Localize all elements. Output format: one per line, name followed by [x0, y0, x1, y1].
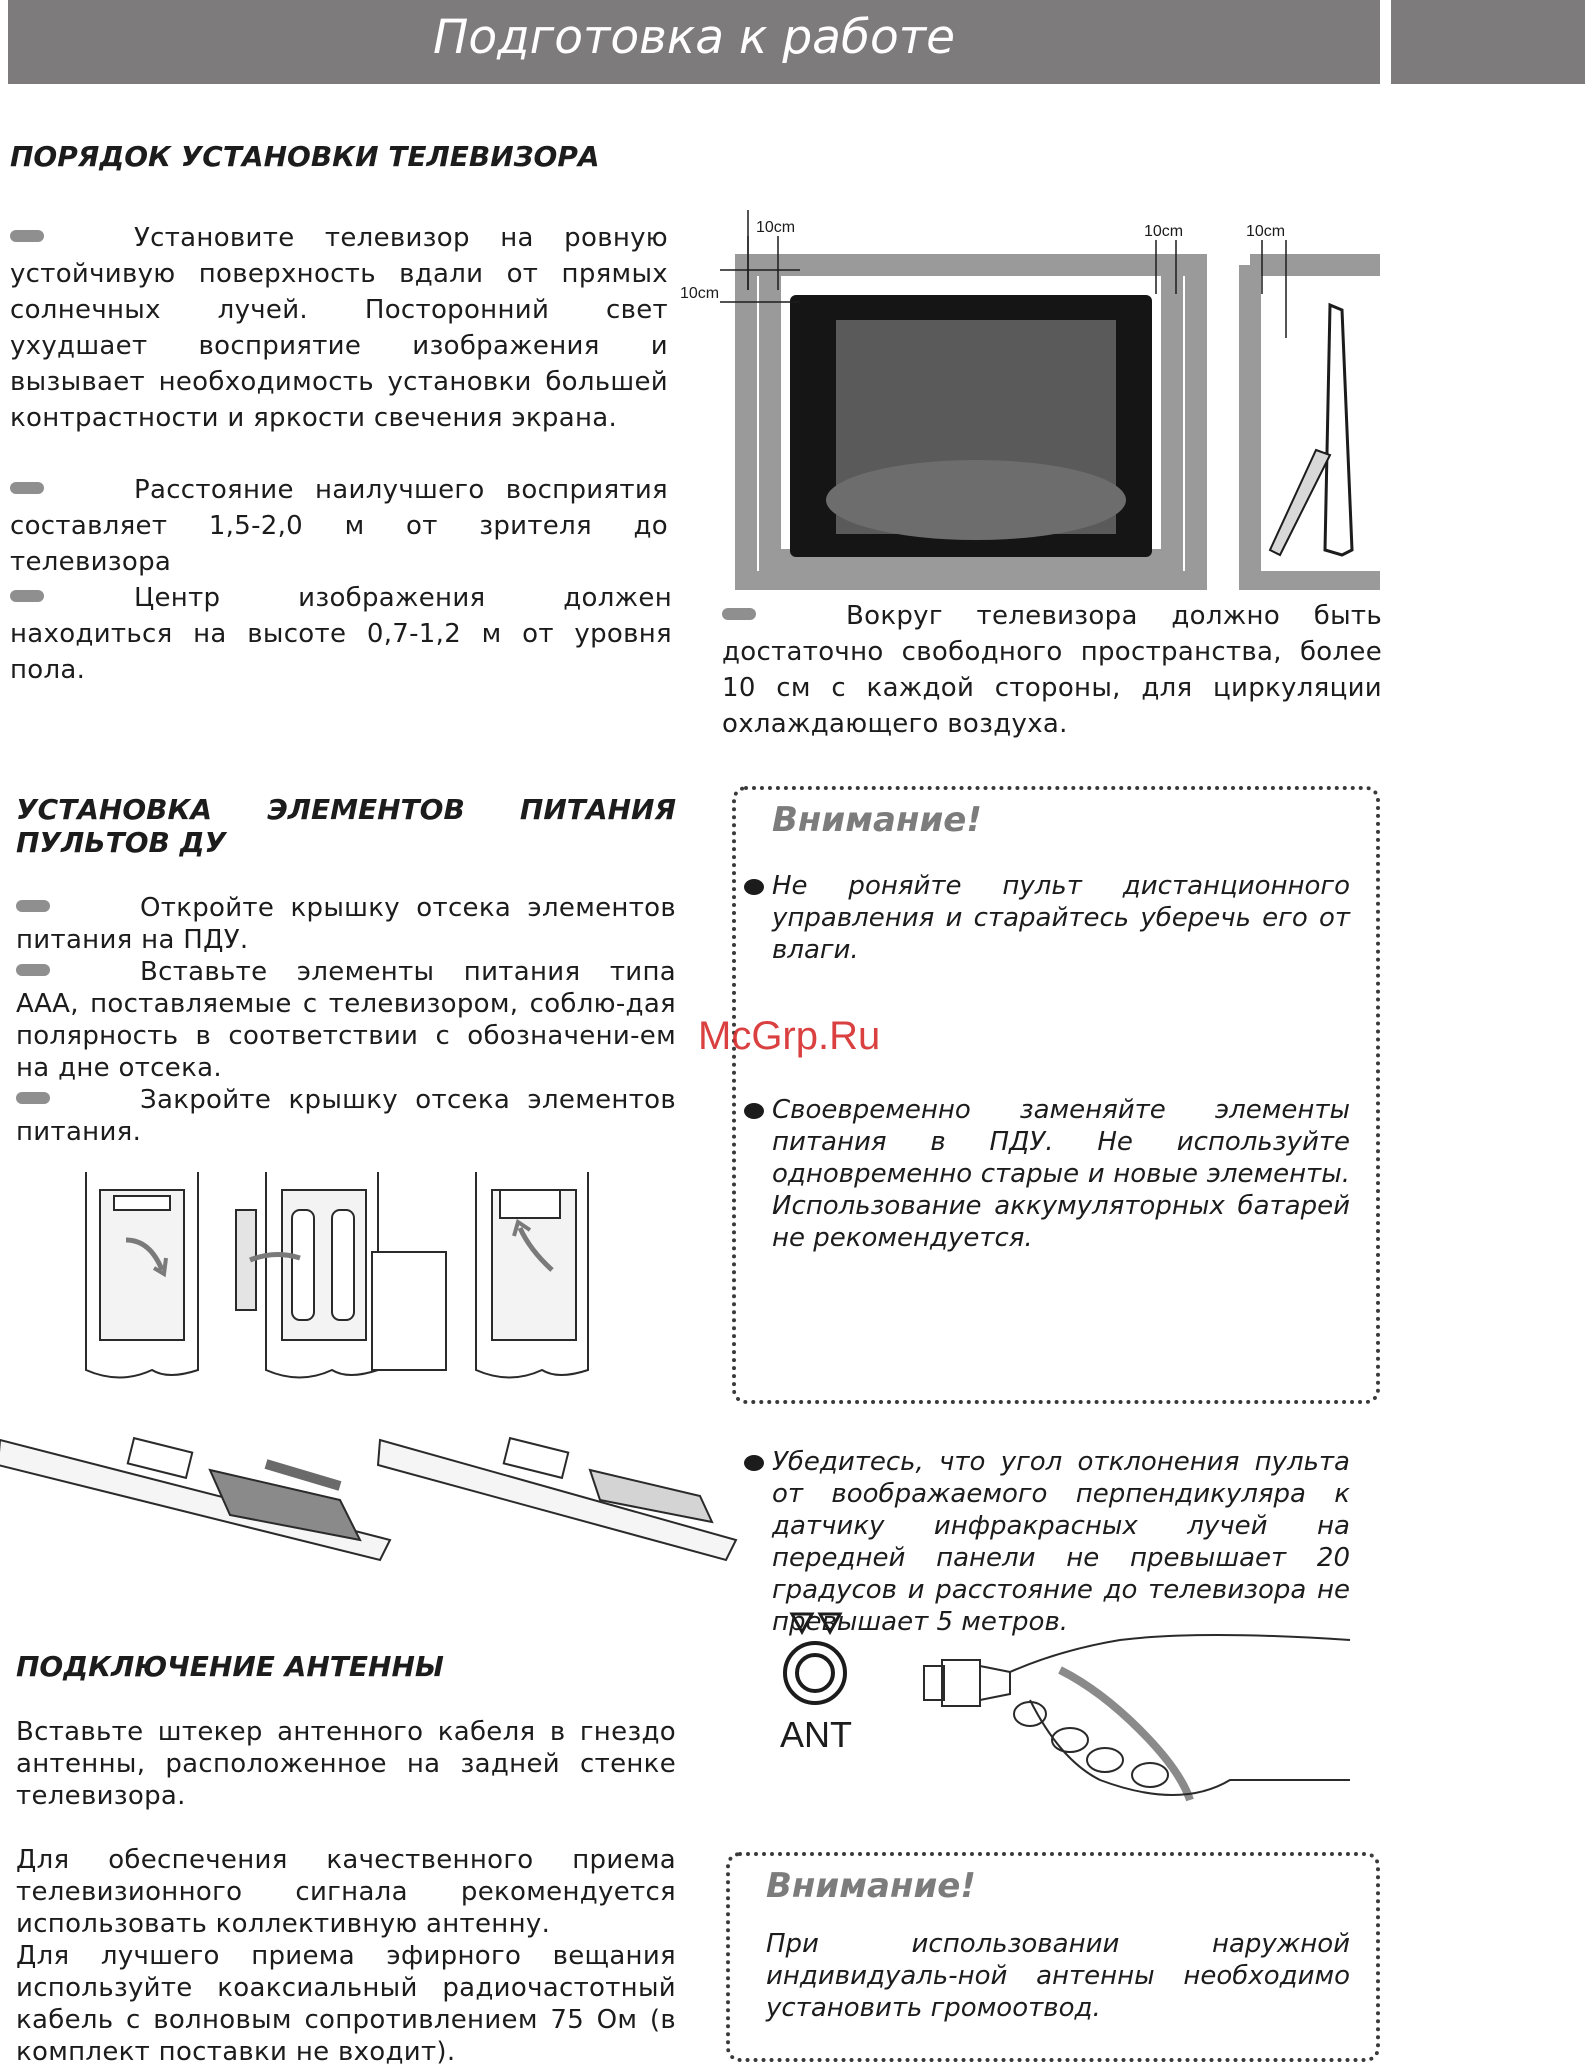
hand-plug-illustration	[924, 1635, 1350, 1800]
bullet-icon	[10, 482, 44, 494]
bullet-icon	[16, 1092, 50, 1104]
bullet-dot-icon	[744, 1103, 764, 1119]
warning-item-1: Не роняйте пульт дистанционного управления и старайтесь уберечь его от влаги.	[772, 870, 1350, 966]
warning-box-remote	[732, 786, 1380, 1637]
bullet-icon	[722, 608, 756, 620]
clearance-label-right: 10cm	[1144, 223, 1184, 240]
antenna-paragraph-3: Для лучшего приема эфирного вещания используйте коаксиальный радиочастотный кабель с волновым сопротивлением 75 Ом (в комплект поставки не входит).	[16, 1941, 676, 2067]
warning-item-3: Убедитесь, что угол отклонения пульта от воображаемого перпендикуляра к датчику инфракрасных лучей на передней панели не превышает 20 градусов и расстояние до телевизора не превышает 5 метров.	[772, 1446, 1350, 1638]
bullet-icon	[16, 900, 50, 912]
ant-label: ANT	[780, 1714, 852, 1755]
warning-title: Внимание!	[766, 1866, 976, 1906]
warning-antenna-text: При использовании наружной индивидуаль-ной антенны необходимо установить громоотвод.	[766, 1929, 1350, 2023]
clearance-label-side: 10cm	[1246, 223, 1286, 240]
bullet-dot-icon	[744, 879, 764, 895]
ant-socket-icon	[785, 1643, 845, 1703]
install-paragraph-2: Расстояние наилучшего восприятия составляет 1,5-2,0 м от зрителя до телевизора	[10, 475, 668, 577]
page-title: Подготовка к работе	[432, 10, 955, 65]
warning-item-2: Своевременно заменяйте элементы питания в ПДУ. Не используйте одновременно старые и новые элементы. Использование аккумуляторных батарей не рекомендуется.	[772, 1094, 1350, 1254]
clearance-label-top: 10cm	[756, 219, 796, 236]
install-paragraph-3: Центр изображения должен находиться на высоте 0,7-1,2 м от уровня пола.	[10, 583, 672, 685]
battery-step-2: Вставьте элементы питания типа ААА, поставляемые с телевизором, соблю-дая полярность в соответствии с обозначени-ем на дне отсека.	[16, 957, 676, 1083]
watermark-text: McGrp.Ru	[698, 1014, 881, 1058]
clearance-label-left: 10cm	[680, 285, 720, 302]
header-bar-side	[1391, 0, 1585, 84]
clearance-frame-side	[1250, 265, 1380, 582]
bullet-dot-icon	[744, 1455, 764, 1471]
bullet-icon	[16, 964, 50, 976]
tv-clearance-figure	[680, 210, 1380, 590]
bullet-icon	[10, 590, 44, 602]
install-paragraph-1: Установите телевизор на ровную устойчивую поверхность вдали от прямых солнечных лучей. Посторонний свет ухудшает восприятие изображения и вызывает необходимость установки большей контрастности и яркости свечения экрана.	[10, 223, 668, 433]
warning-box-antenna	[726, 1852, 1380, 2062]
tv-side-illustration	[1325, 305, 1352, 555]
antenna-symbol-icon	[792, 1614, 812, 1632]
batteries-heading: УСТАНОВКА ЭЛЕМЕНТОВ ПИТАНИЯ ПУЛЬТОВ ДУ	[16, 793, 676, 859]
warning-title: Внимание!	[772, 800, 982, 840]
antenna-paragraph-2: Для обеспечения качественного приема телевизионного сигнала рекомендуется использовать коллективную антенну.	[16, 1845, 676, 1939]
install-heading: ПОРЯДОК УСТАНОВКИ ТЕЛЕВИЗОРА	[10, 140, 600, 173]
antenna-heading: ПОДКЛЮЧЕНИЕ АНТЕННЫ	[16, 1650, 444, 1683]
install-paragraph-4: Вокруг телевизора должно быть достаточно свободного пространства, более 10 см с каждой стороны, для циркуляции охлаждающего воздуха.	[722, 601, 1382, 739]
antenna-paragraph-1: Вставьте штекер антенного кабеля в гнездо антенны, расположенное на задней стенке телевизора.	[16, 1717, 676, 1811]
bullet-icon	[10, 230, 44, 242]
remote-battery-figure	[0, 1170, 740, 1570]
battery-step-1: Откройте крышку отсека элементов питания на ПДУ.	[16, 893, 676, 955]
battery-step-3: Закройте крышку отсека элементов питания.	[16, 1085, 676, 1147]
